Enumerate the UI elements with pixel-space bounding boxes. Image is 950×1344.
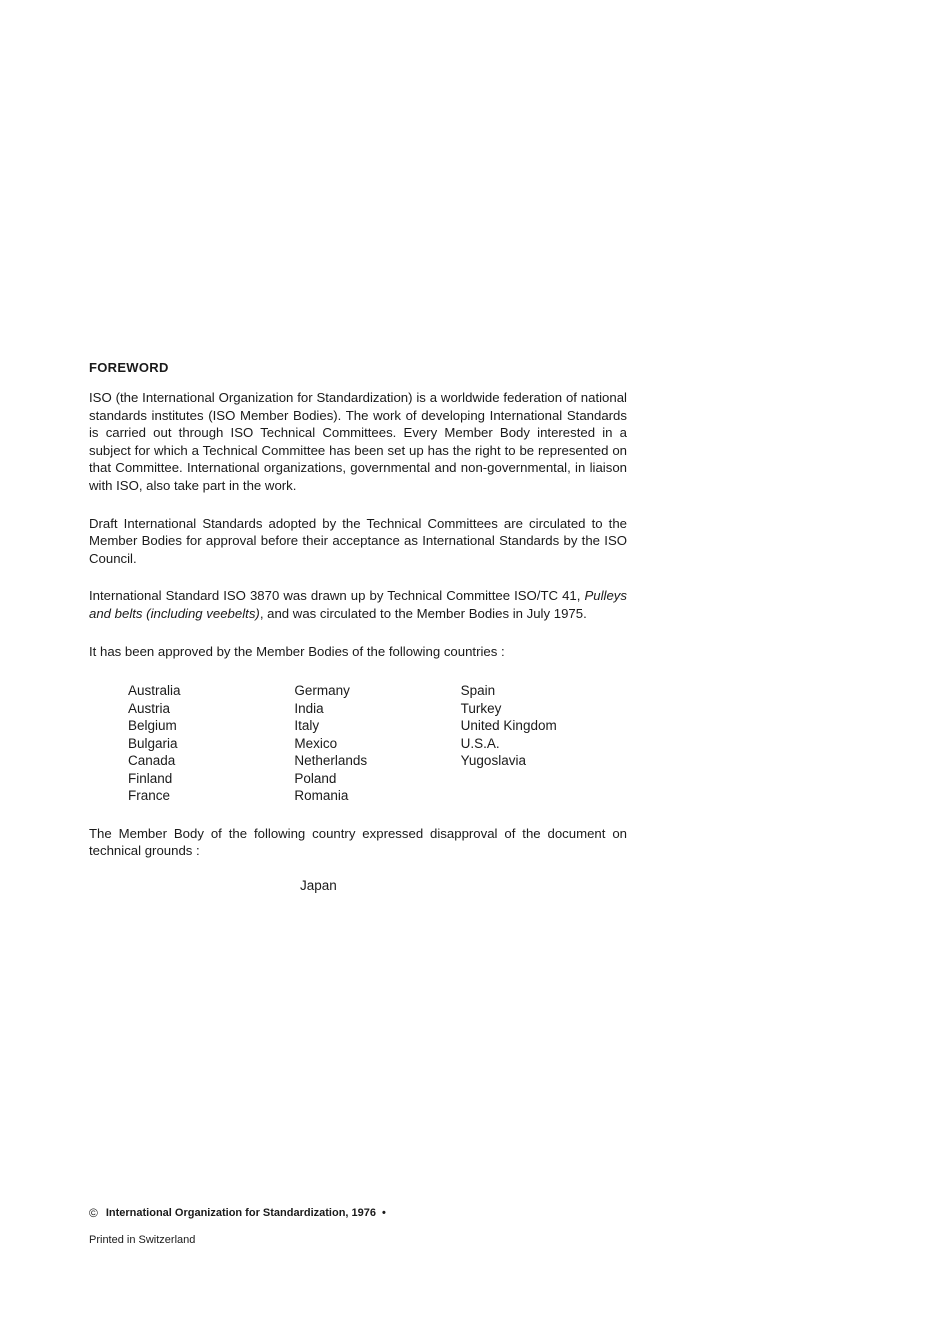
disapproving-country: Japan bbox=[300, 877, 337, 893]
country-item: Spain bbox=[460, 683, 496, 699]
country-item: Romania bbox=[294, 788, 349, 804]
bullet-icon: • bbox=[382, 1207, 386, 1219]
printed-in: Printed in Switzerland bbox=[89, 1234, 196, 1246]
countries-column-2 bbox=[294, 682, 460, 805]
copyright-line bbox=[89, 1206, 386, 1220]
standard-text-before: International Standard ISO 3870 was drawn up by Technical Committee ISO/TC 41, bbox=[89, 588, 585, 604]
country-item: Mexico bbox=[294, 735, 338, 751]
country-item: Netherlands bbox=[294, 753, 368, 769]
committee-title: Pulleys and belts (including veebelts) bbox=[89, 588, 627, 621]
copyright-text: International Organization for Standardization, 1976 bbox=[105, 1207, 376, 1219]
country-item: Austria bbox=[128, 700, 171, 716]
country-item: Bulgaria bbox=[128, 735, 178, 751]
country-item: India bbox=[294, 700, 324, 716]
country-item: Finland bbox=[128, 770, 173, 786]
page-footer bbox=[89, 1206, 386, 1246]
country-item: United Kingdom bbox=[460, 718, 557, 734]
country-item: Australia bbox=[128, 683, 181, 699]
country-item: France bbox=[128, 788, 171, 804]
country-item: Poland bbox=[294, 770, 337, 786]
country-item: Canada bbox=[128, 753, 176, 769]
foreword-paragraph-approved: It has been approved by the Member Bodies of the following countries : bbox=[89, 643, 505, 659]
country-item: Belgium bbox=[128, 718, 177, 734]
foreword-heading: FOREWORD bbox=[89, 360, 169, 375]
countries-column-3 bbox=[461, 682, 627, 805]
foreword-paragraph-disapproval: The Member Body of the following country expressed disapproval of the document on technical grounds : bbox=[89, 825, 627, 859]
country-item: Italy bbox=[294, 718, 320, 734]
foreword-paragraph-iso: ISO (the International Organization for Standardization) is a worldwide federation of national standards institutes (ISO Member Bodies). The work of developing International Standards is carried out through ISO Technical Committees. Every Member Body interested in a subject for which a Technical Committee has been set up has the right to be represented on that Committee. International organizations, governmental and non-governmental, in liaison with ISO, also take part in the work. bbox=[89, 390, 627, 493]
country-item: Germany bbox=[294, 683, 350, 699]
copyright-icon: © bbox=[89, 1206, 98, 1220]
country-item: Yugoslavia bbox=[460, 753, 526, 769]
foreword-paragraph-drafts: Draft International Standards adopted by the Technical Committees are circulated to the Member Bodies for approval before their acceptance as International Standards by the ISO Council. bbox=[89, 515, 627, 566]
countries-column-1 bbox=[128, 682, 294, 805]
approving-countries-list bbox=[128, 682, 627, 805]
foreword-section bbox=[89, 360, 627, 893]
foreword-paragraph-standard bbox=[89, 587, 627, 622]
country-item: U.S.A. bbox=[460, 735, 500, 751]
country-item: Turkey bbox=[460, 700, 502, 716]
standard-text-after: , and was circulated to the Member Bodies in July 1975. bbox=[259, 605, 587, 621]
